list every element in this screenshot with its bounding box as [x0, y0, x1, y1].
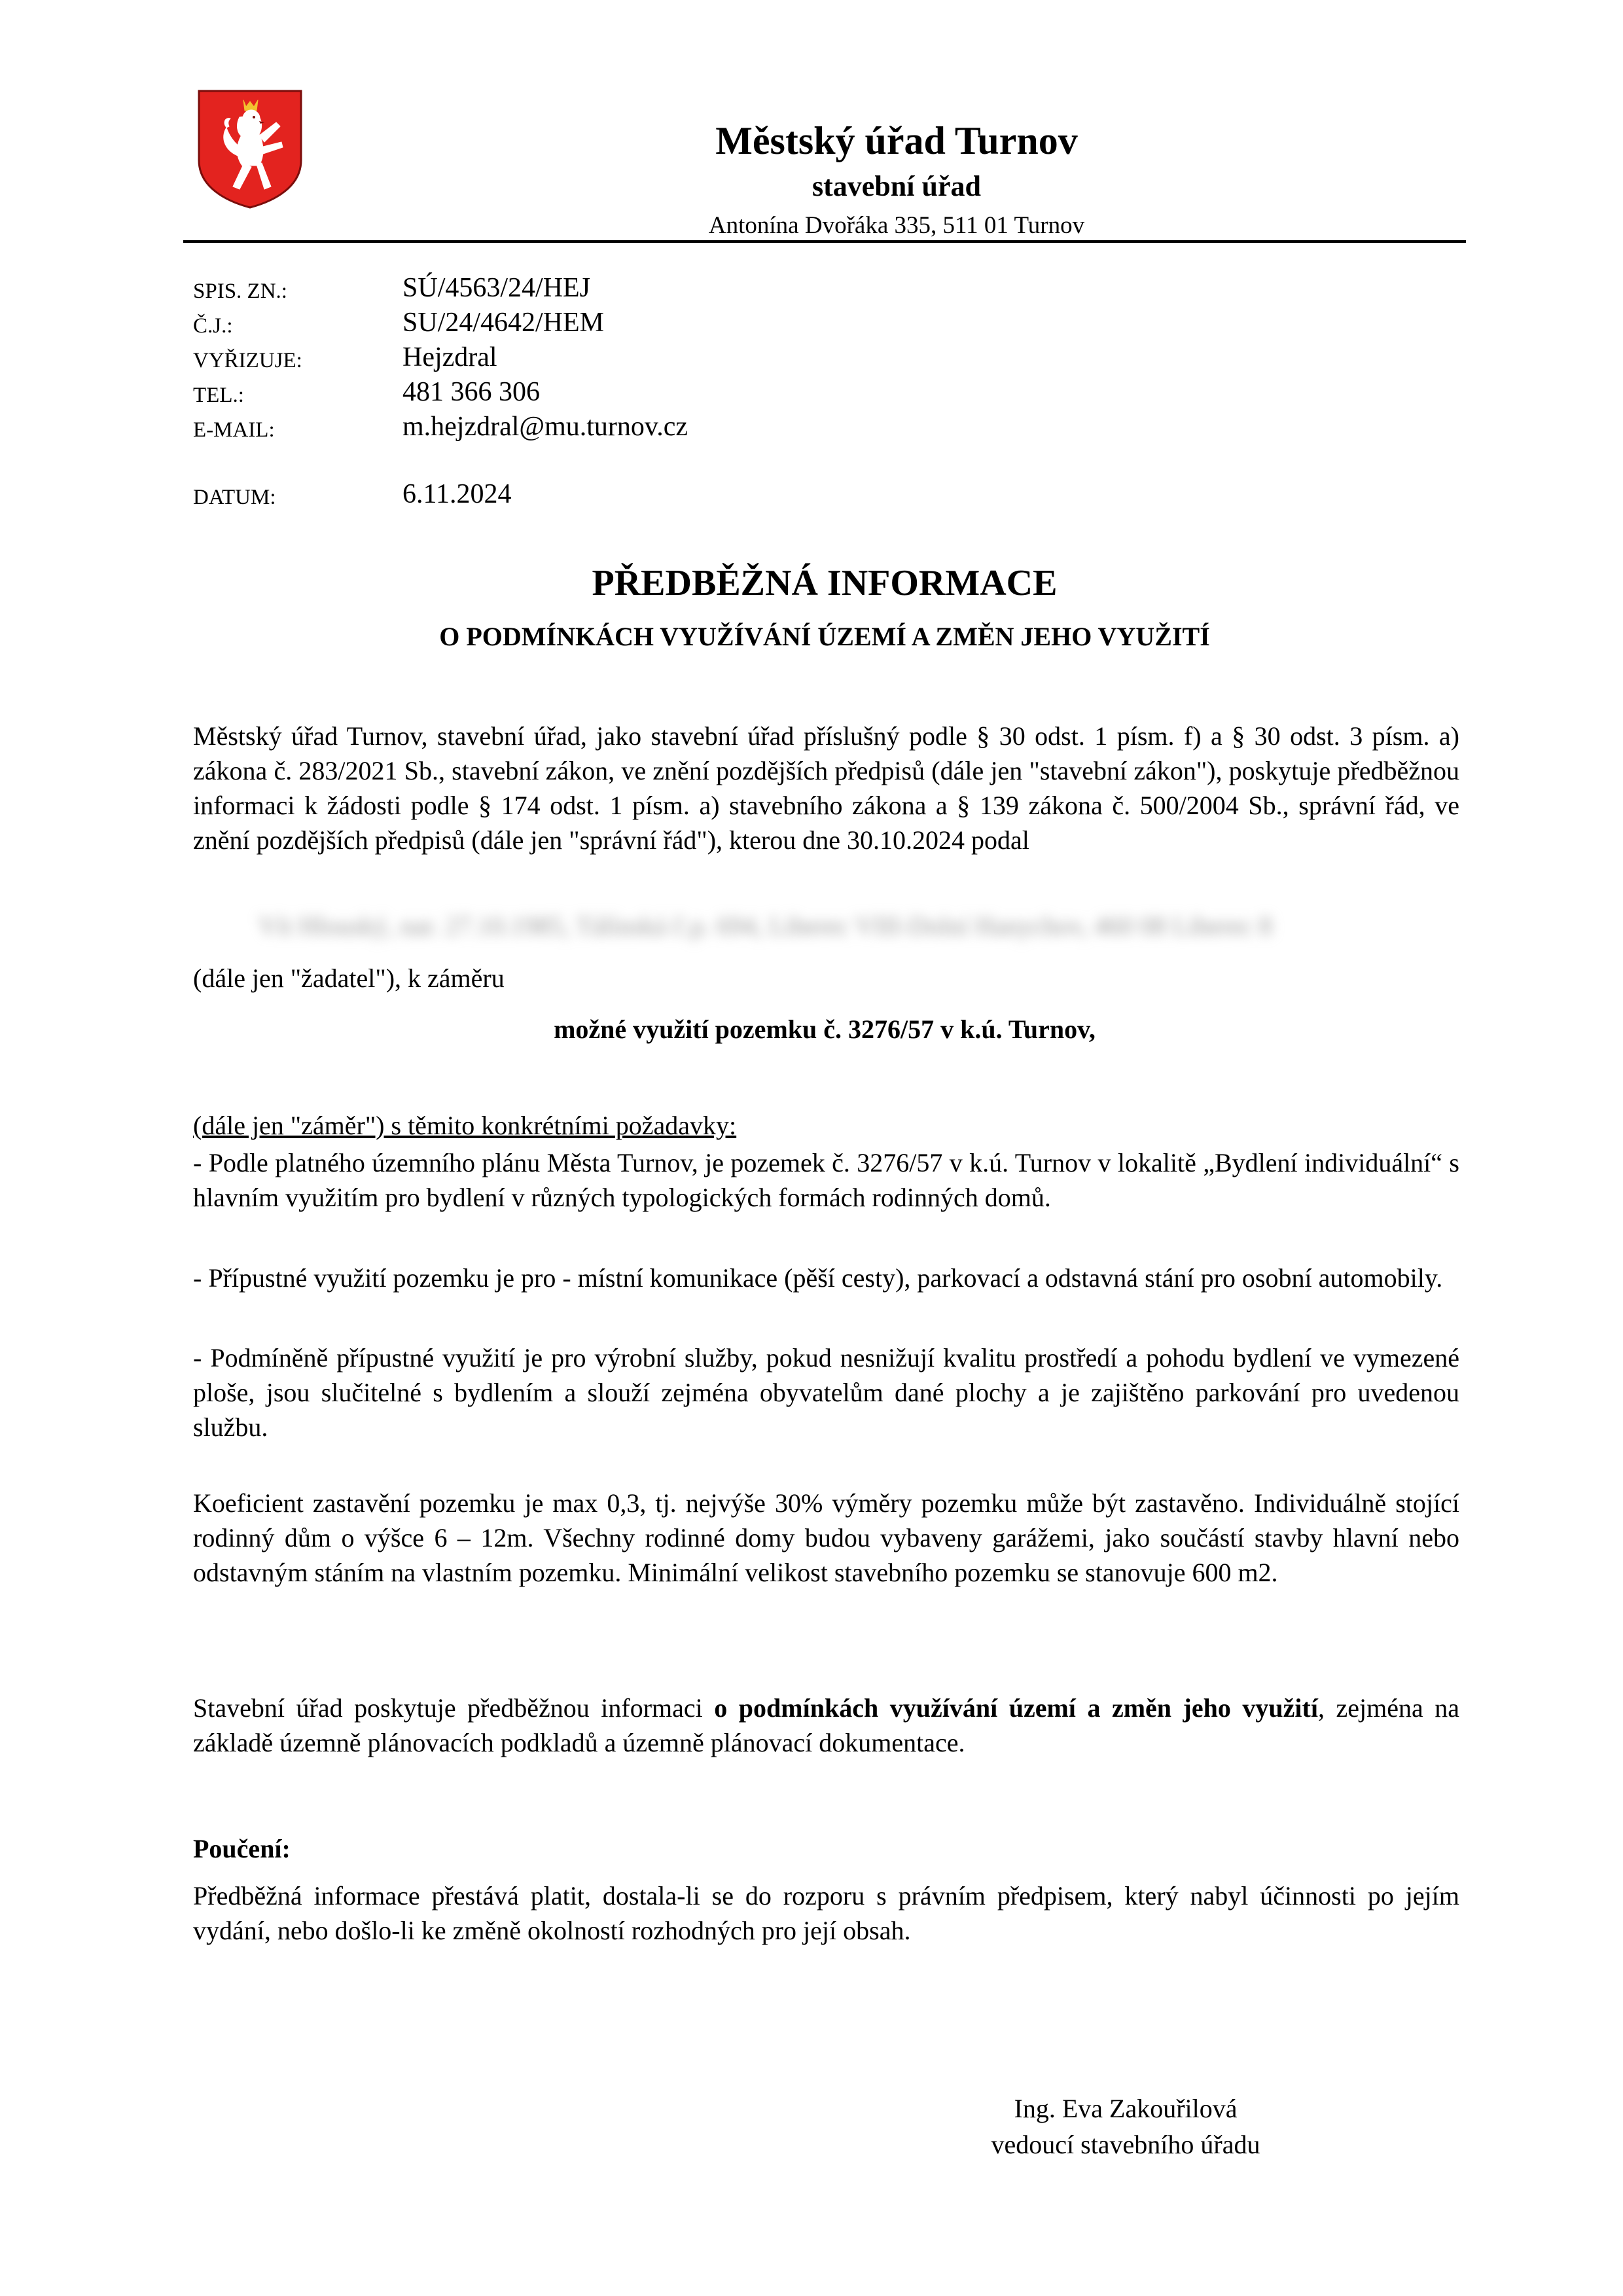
info-text-bold: o podmínkách využívání území a změn jeho využití [714, 1693, 1318, 1723]
requirements-intro: (dále jen "záměr") s těmito konkrétními požadavky: [193, 1111, 737, 1140]
applicant-redacted: Vít Hlouský, nar. 27.10.1985, Tálínská č.p. 694, Liberec VIII-Dolní Hanychov, 460 08 Liberec 8 [259, 911, 1272, 941]
tel-value: 481 366 306 [402, 377, 540, 407]
department-name: stavební úřad [812, 170, 981, 202]
info-text-before: Stavební úřad poskytuje předběžnou informaci [193, 1693, 715, 1723]
office-name: Městský úřad Turnov [715, 119, 1078, 162]
coat-of-arms-icon [196, 88, 304, 210]
project-description: možné využití pozemku č. 3276/57 v k.ú. Turnov, [554, 1014, 1096, 1044]
datum-value: 6.11.2024 [402, 479, 512, 509]
info-text-after: , zejména na základě územně plánovacích podkladů a územně plánovací dokumentace. [193, 1693, 1459, 1757]
office-address: Antonína Dvořáka 335, 511 01 Turnov [708, 212, 1085, 239]
vyrizuje-label: VYŘIZUJE: [193, 349, 302, 372]
vyrizuje-value: Hejzdral [402, 342, 497, 372]
notice-heading: Poučení: [193, 1834, 291, 1863]
signature-role: vedoucí stavebního úřadu [991, 2130, 1260, 2159]
document-title: PŘEDBĚŽNÁ INFORMACE [592, 563, 1058, 603]
coefficient-paragraph: Koeficient zastavění pozemku je max 0,3, tj. nejvýše 30% výměry pozemku může být zastavěno. Individuálně stojící rodinný dům o výšce 6 – 12m. Všechny rodinné domy budou vybaveny garážemi, jako součástí stavby hlavní nebo odstavným stáním na vlastním pozemku. Minimální velikost stavebního pozemku se stanovuje 600 m2. [193, 1488, 1459, 1587]
requirement-item: - Přípustné využití pozemku je pro - místní komunikace (pěší cesty), parkovací a odstavná stání pro osobní automobily. [193, 1263, 1443, 1293]
cj-value: SU/24/4642/HEM [402, 308, 605, 338]
cj-label: Č.J.: [193, 314, 233, 338]
notice-text: Předběžná informace přestává platit, dostala-li se do rozporu s právním předpisem, který nabyl účinnosti po jejím vydání, nebo došlo-li ke změně okolností rozhodných pro její obsah. [193, 1881, 1459, 1945]
datum-label: DATUM: [193, 486, 276, 509]
email-label: E-MAIL: [193, 418, 275, 442]
requirement-item: - Podle platného územního plánu Města Turnov, je pozemek č. 3276/57 v k.ú. Turnov v lokalitě „Bydlení individuální“ s hlavním využitím pro bydlení v různých typologických formách rodinných domů. [193, 1148, 1459, 1212]
header-divider [183, 240, 1466, 243]
spis-zn-label: SPIS. ZN.: [193, 279, 287, 303]
requirement-item: - Podmíněně přípustné využití je pro výrobní služby, pokud nesnižují kvalitu prostředí a pohodu bydlení ve vymezené ploše, jsou slučitelné s bydlením a slouží zejména obyvatelům dané plochy a je zajištěno parkování pro uvedenou službu. [193, 1343, 1459, 1442]
email-value: m.hejzdral@mu.turnov.cz [402, 412, 688, 442]
applicant-suffix: (dále jen "žadatel"), k záměru [193, 963, 505, 993]
info-paragraph [193, 1691, 1459, 1760]
intro-paragraph: Městský úřad Turnov, stavební úřad, jako stavební úřad příslušný podle § 30 odst. 1 písm. f) a § 30 odst. 3 písm. a) zákona č. 283/2021 Sb., stavební zákon, ve znění pozdějších předpisů (dále jen "stavební zákon"), poskytuje předběžnou informaci k žádosti podle § 174 odst. 1 písm. a) stavebního zákona a § 139 zákona č. 500/2004 Sb., správní řád, ve znění pozdějších předpisů (dále jen "správní řád"), kterou dne 30.10.2024 podal [193, 721, 1459, 855]
document-subtitle: O PODMÍNKÁCH VYUŽÍVÁNÍ ÚZEMÍ A ZMĚN JEHO VYUŽITÍ [439, 622, 1210, 651]
spis-zn-value: SÚ/4563/24/HEJ [402, 273, 591, 303]
signature-name: Ing. Eva Zakouřilová [1014, 2094, 1238, 2123]
tel-label: TEL.: [193, 384, 244, 407]
